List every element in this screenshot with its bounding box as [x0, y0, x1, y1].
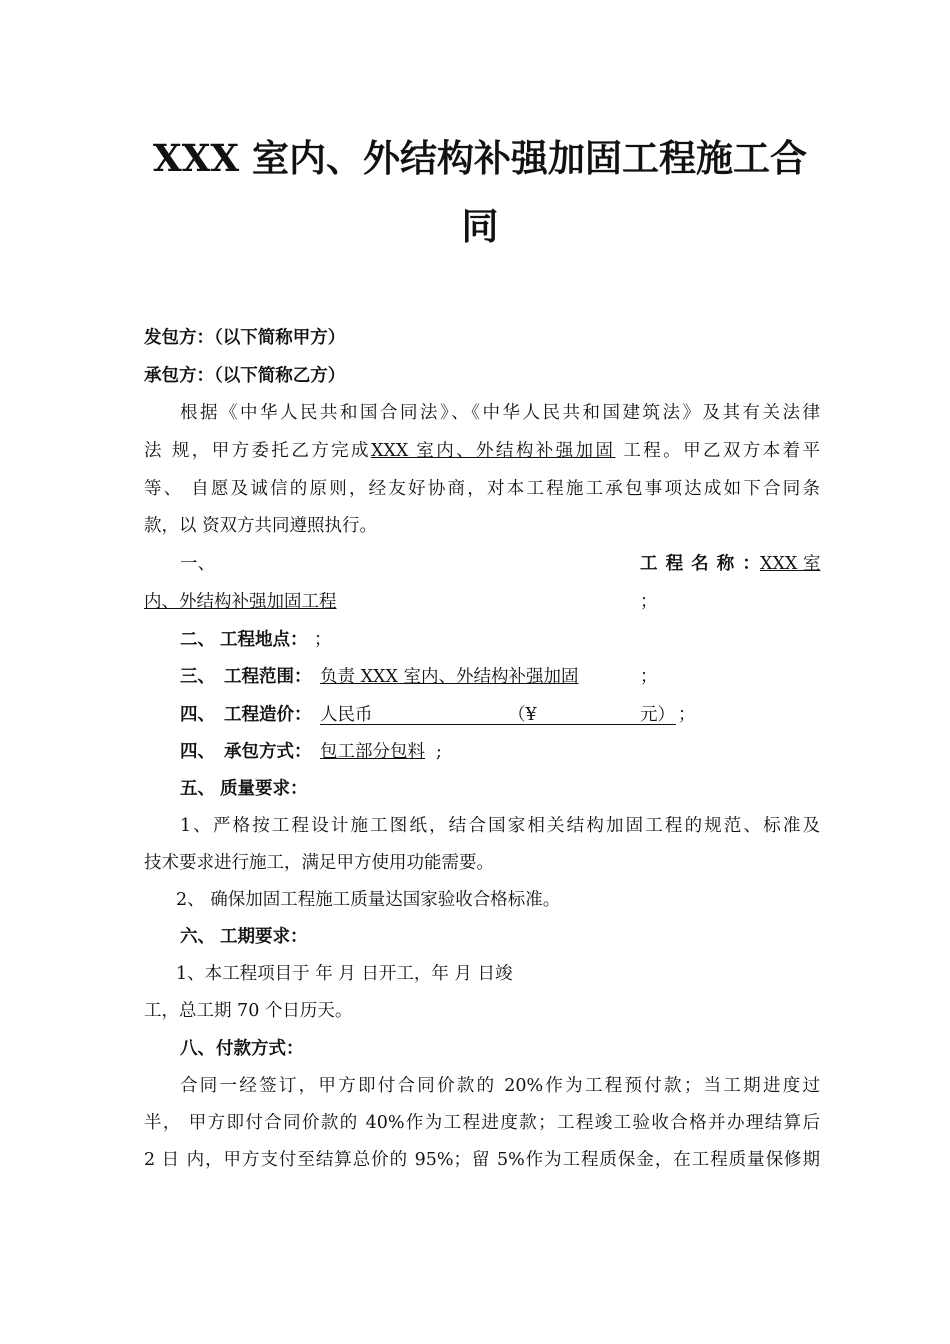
item4-label: 工程造价： [224, 705, 312, 725]
item3-number: 三、 [180, 667, 215, 687]
item1-value-a: XXX 室 [760, 554, 821, 574]
item3-end: ； [640, 667, 658, 687]
item4-end: ； [678, 705, 696, 725]
payment-line-3: 2 日 内，甲方支付至结算总价的 95%；留 5%作为工程质保金，在工程质量保修期 [144, 1150, 820, 1170]
item7-label: 工期要求： [220, 927, 308, 947]
intro-line-3: 等、 自愿及诚信的原则，经友好协商，对本工程施工承包事项达成如下合同条 [144, 479, 820, 499]
item1-label: 工 程 名 称 ： [640, 554, 761, 574]
item5-value: 包工部分包料 [320, 742, 425, 762]
intro-line-2-pre: 法 规，甲方委托乙方完成 [144, 441, 371, 461]
schedule-line-2: 工，总工期 70 个日历天。 [144, 1001, 353, 1021]
item8-label: 付款方式： [216, 1039, 304, 1059]
item5-label: 承包方式： [224, 742, 312, 762]
payment-line-2: 半， 甲方即付合同价款的 40%作为工程进度款；工程竣工验收合格并办理结算后 [144, 1113, 820, 1133]
item3-value: 负责 XXX 室内、外结构补强加固 [320, 667, 579, 687]
intro-line-2 [144, 439, 820, 463]
document-title-line-2: 同 [461, 204, 499, 248]
schedule-line-1: 1、本工程项目于 年 月 日开工，年 月 日竣 [176, 964, 513, 984]
item1-end: ； [640, 592, 658, 612]
item8-number: 八、 [180, 1039, 215, 1059]
item3-label: 工程范围： [224, 667, 312, 687]
party-a: 发包方：（以下简称甲方） [144, 328, 346, 348]
item2-label: 工程地点： [220, 630, 308, 650]
item5-end: ; [436, 742, 442, 762]
quality-req-1-line-1: 1、严格按工程设计施工图纸，结合国家相关结构加固工程的规范、标准及 [180, 816, 820, 836]
quality-req-1-line-2: 技术要求进行施工，满足甲方使用功能需要。 [144, 853, 494, 873]
item4-number: 四、 [180, 705, 215, 725]
document-title-line-1: XXX 室内、外结构补强加固工程施工合 [152, 136, 807, 180]
intro-line-4: 款，以 资双方共同遵照执行。 [144, 516, 378, 536]
item7-number: 六、 [180, 927, 215, 947]
item4-yuan: 元） [640, 705, 675, 725]
item5-number: 四、 [180, 742, 215, 762]
item4-value: 人民币 [320, 705, 373, 725]
item2-number: 二、 [180, 630, 215, 650]
quality-req-2: 2、 确保加固工程施工质量达国家验收合格标准。 [176, 890, 561, 910]
intro-line-1: 根据《中华人民共和国合同法》、《中华人民共和国建筑法》及其有关法律 [180, 403, 820, 423]
party-b: 承包方：（以下简称乙方） [144, 366, 346, 386]
item6-label: 质量要求： [220, 779, 308, 799]
intro-line-2-post: 工程。甲乙双方本着平 [615, 441, 821, 461]
payment-line-1: 合同一经签订，甲方即付合同价款的 20%作为工程预付款；当工期进度过 [180, 1076, 820, 1096]
item1-value-b: 内、外结构补强加固工程 [144, 592, 337, 612]
item4-paren: （¥ [508, 705, 537, 725]
item2-end: ； [314, 630, 332, 650]
item1-number: 一、 [180, 554, 215, 574]
item6-number: 五、 [180, 779, 215, 799]
project-name-underlined: XXX 室内、外结构补强加固 [370, 441, 616, 461]
